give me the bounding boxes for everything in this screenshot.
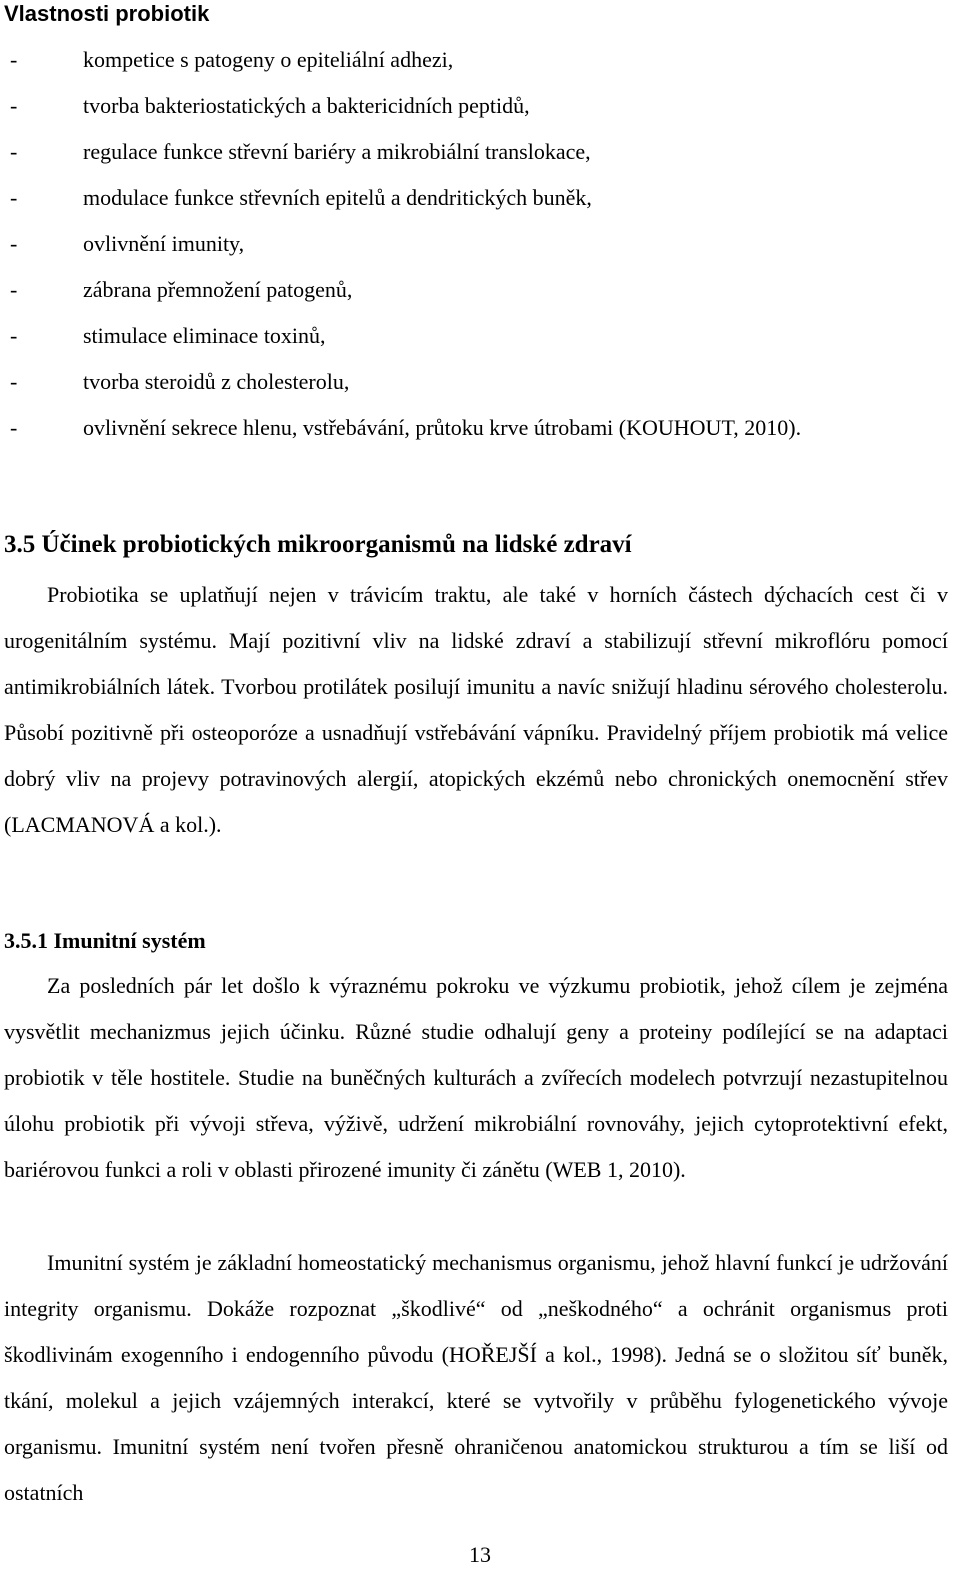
list-item bbox=[0, 37, 960, 83]
dash-marker: - bbox=[10, 47, 18, 72]
list-item-text: tvorba steroidů z cholesterolu, bbox=[83, 369, 350, 394]
list-item-text: zábrana přemnožení patogenů, bbox=[83, 277, 353, 302]
heading-probiotic-properties: Vlastnosti probiotik bbox=[4, 1, 210, 26]
section-3-5-paragraph: Probiotika se uplatňují nejen v trávicím traktu, ale také v horních částech dýchacích cest či v urogenitálním systému. Mají pozitivní vliv na lidské zdraví a stabilizují střevní mikroflóru pomocí antimikrobiálních látek. Tvorbou protilátek posilují imunitu a navíc snižují hladinu sérového cholesterolu. Působí pozitivně při osteoporóze a usnadňují vstřebávání vápníku. Pravidelný příjem probiotik má velice dobrý vliv na projevy potravinových alergií, atopických ekzémů nebo chronických onemocnění střev (LACMANOVÁ a kol.). bbox=[4, 582, 948, 837]
dash-marker: - bbox=[10, 323, 18, 348]
list-item bbox=[0, 221, 960, 267]
dash-marker: - bbox=[10, 231, 18, 256]
dash-marker: - bbox=[10, 185, 18, 210]
list-item-text: tvorba bakteriostatických a baktericidních peptidů, bbox=[83, 93, 530, 118]
list-item bbox=[0, 405, 960, 497]
list-item-text: regulace funkce střevní bariéry a mikrobiální translokace, bbox=[83, 139, 591, 164]
immune-system-paragraph-2: Imunitní systém je základní homeostatický mechanismus organismu, jehož hlavní funkcí je udržování integrity organismu. Dokáže rozpoznat „škodlivé“ od „neškodného“ a ochránit organismus proti škodlivinám exogenního i endogenního původu (HOŘEJŠÍ a kol., 1998). Jedná se o složitou síť buněk, tkání, molekul a jejich vzájemných interakcí, které se vytvořily v průběhu fylogenetického vývoje organismu. Imunitní systém není tvořen přesně ohraničenou anatomickou strukturou a tím se liší od ostatních bbox=[4, 1250, 948, 1505]
list-item bbox=[0, 267, 960, 313]
list-item bbox=[0, 83, 960, 129]
list-item bbox=[0, 359, 960, 405]
dash-marker: - bbox=[10, 369, 18, 394]
list-item bbox=[0, 313, 960, 359]
dash-marker: - bbox=[10, 415, 18, 440]
immune-system-paragraph-1: Za posledních pár let došlo k výraznému pokroku ve výzkumu probiotik, jehož cílem je zejména vysvětlit mechanizmus jejich účinku. Různé studie odhalují geny a proteiny podílející se na adaptaci probiotik v těle hostitele. Studie na buněčných kulturách a zvířecích modelech potvrzují nezastupitelnou úlohu probiotik při vývoji střeva, výživě, udržení mikrobiální rovnováhy, jejich cytoprotektivní efekt, bariérovou funkci a roli v oblasti přirozené imunity či zánětu (WEB 1, 2010). bbox=[4, 973, 948, 1182]
dash-marker: - bbox=[10, 93, 18, 118]
list-item-text: ovlivnění imunity, bbox=[83, 231, 245, 256]
list-item bbox=[0, 175, 960, 221]
list-item-text: stimulace eliminace toxinů, bbox=[83, 323, 326, 348]
properties-list bbox=[0, 37, 960, 497]
list-item-text: kompetice s patogeny o epiteliální adhezi, bbox=[83, 47, 454, 72]
section-heading-3-5-1: 3.5.1 Imunitní systém bbox=[4, 928, 206, 953]
page-number: 13 bbox=[469, 1542, 491, 1567]
list-item-text: ovlivnění sekrece hlenu, vstřebávání, průtoku krve útrobami (KOUHOUT, 2010). bbox=[83, 415, 802, 440]
list-item bbox=[0, 129, 960, 175]
dash-marker: - bbox=[10, 139, 18, 164]
list-item-text: modulace funkce střevních epitelů a dendritických buněk, bbox=[83, 185, 592, 210]
section-heading-3-5: 3.5 Účinek probiotických mikroorganismů na lidské zdraví bbox=[4, 531, 632, 558]
dash-marker: - bbox=[10, 277, 18, 302]
